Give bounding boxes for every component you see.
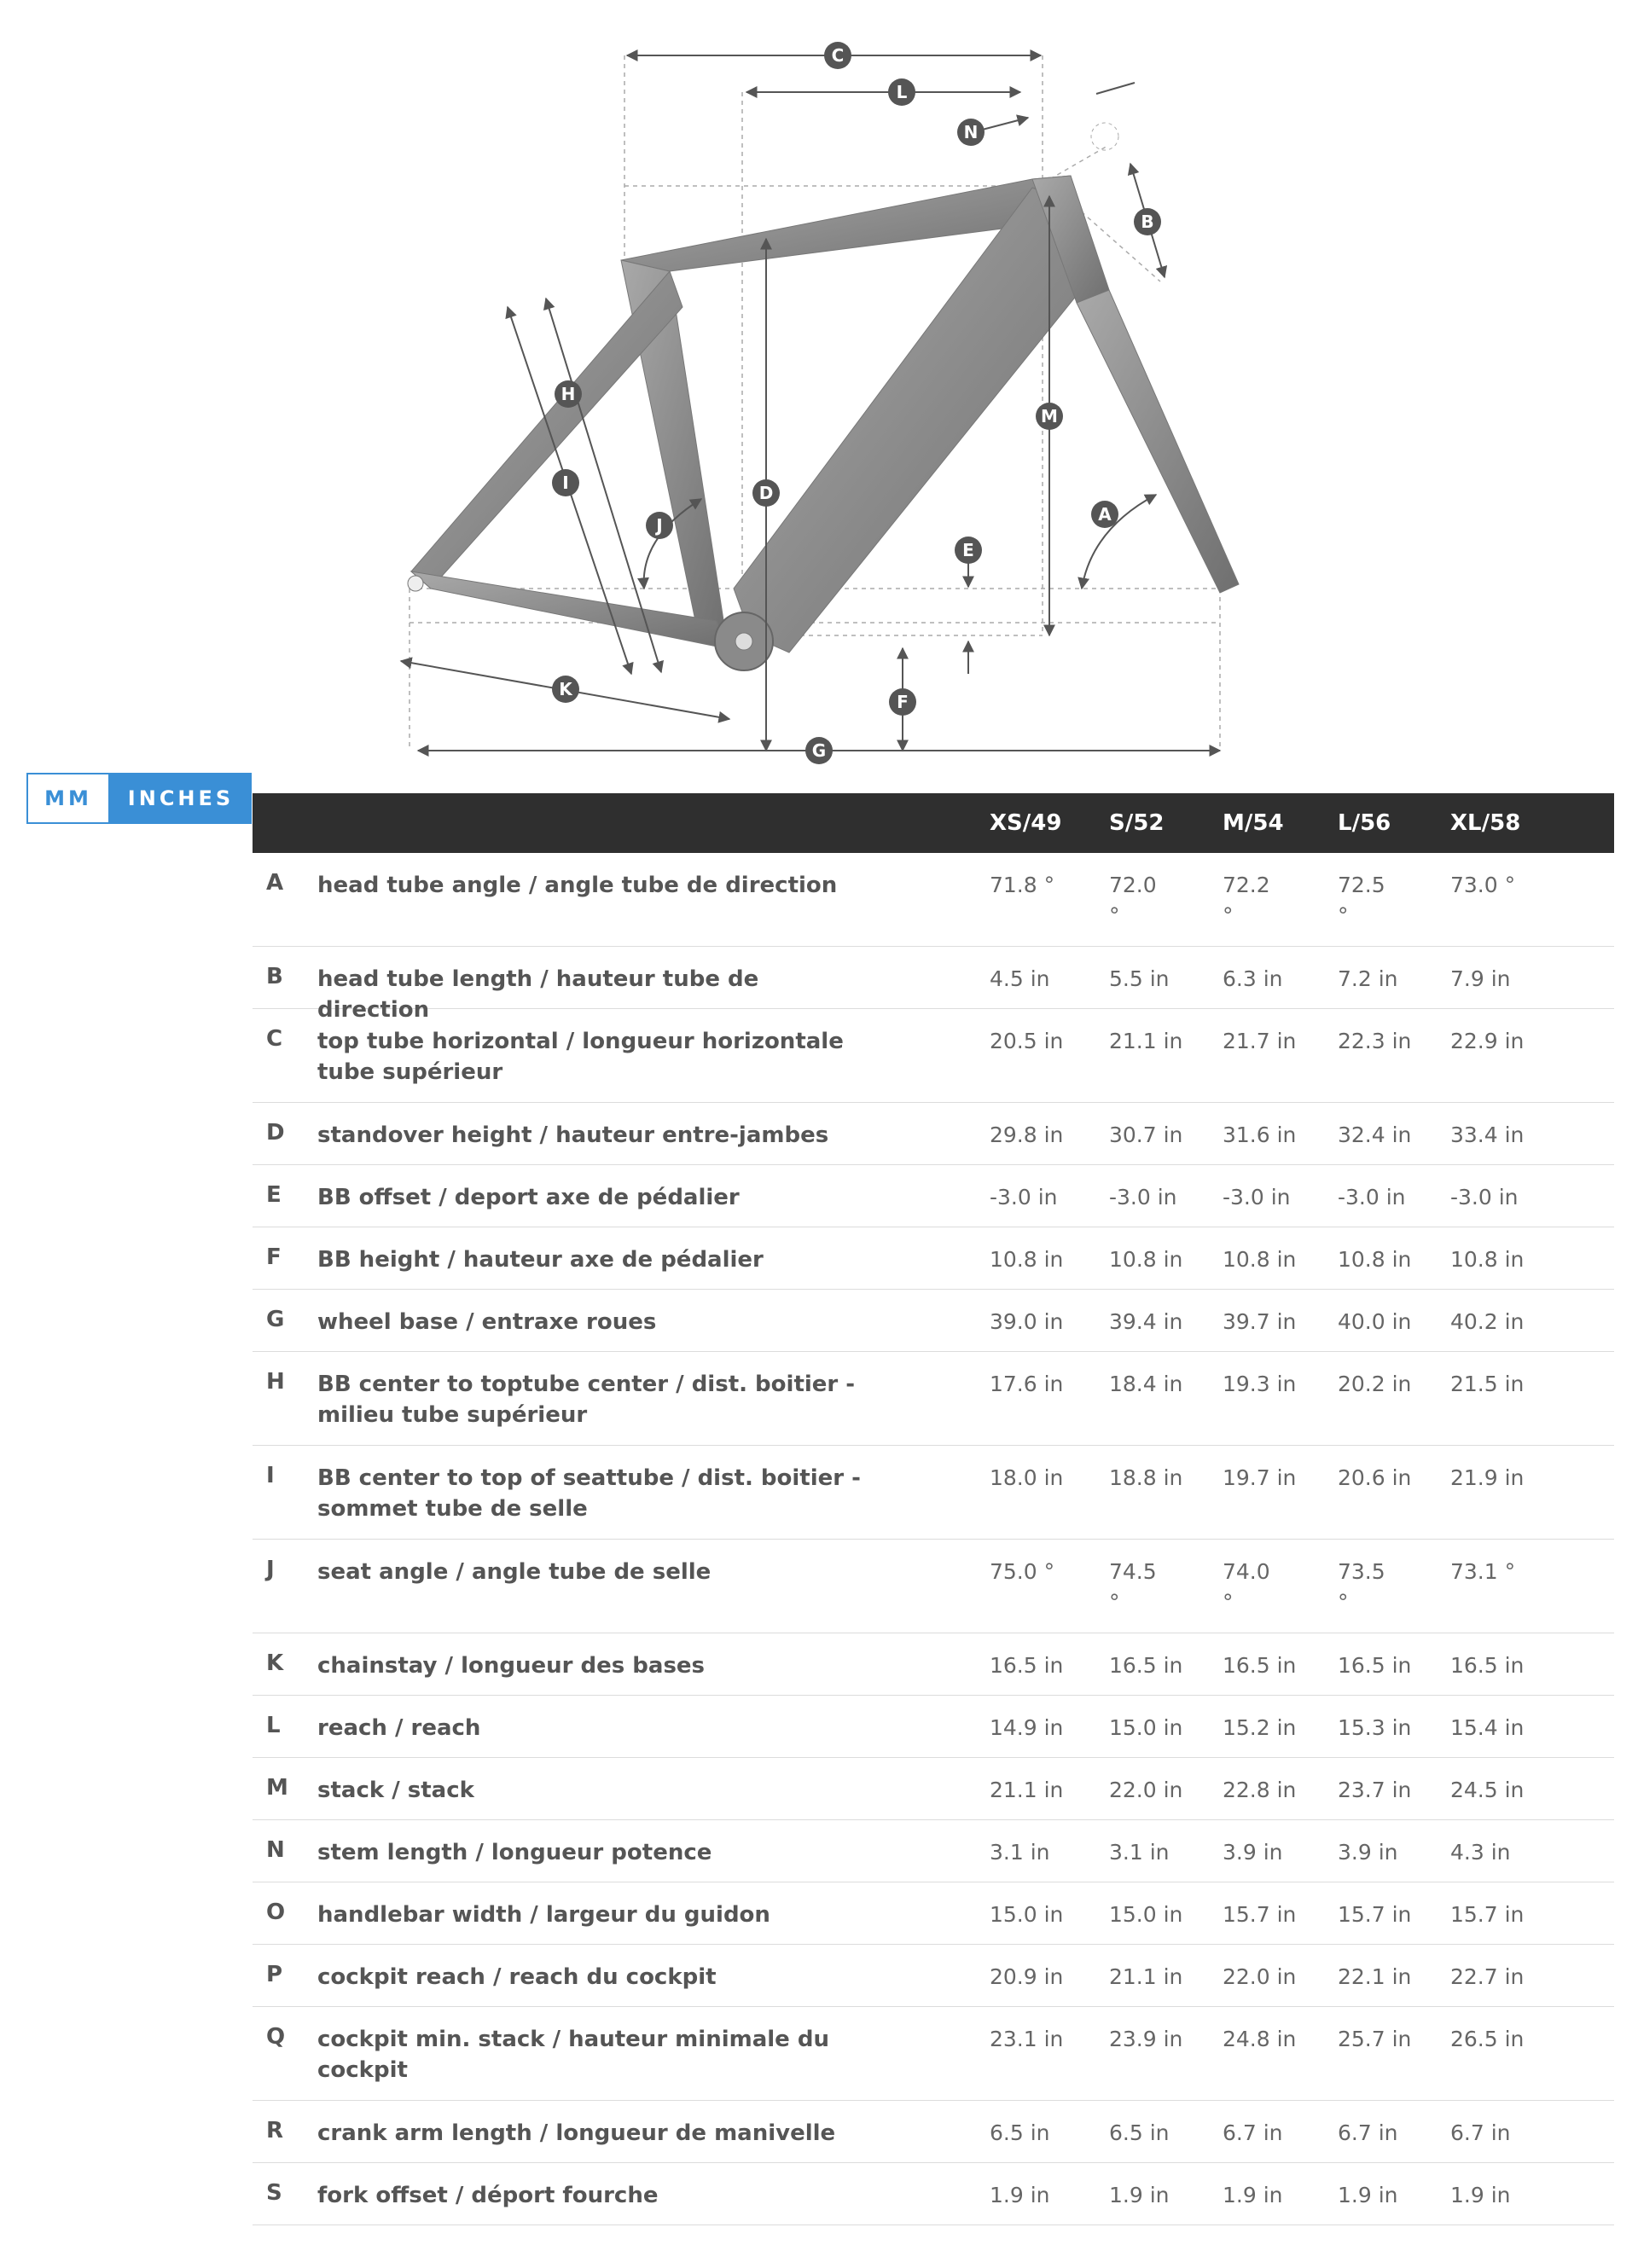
row-value: 10.8 in (1450, 1247, 1525, 1272)
row-value: 10.8 in (990, 1247, 1064, 1272)
row-value: 24.8 in (1223, 2027, 1297, 2051)
row-value: 39.4 in (1109, 1309, 1183, 1334)
row-value: 16.5 in (990, 1653, 1064, 1678)
unit-toggle (26, 773, 252, 827)
svg-text:D: D (758, 483, 774, 503)
row-label: stack / stack (317, 1778, 474, 1803)
svg-text:L: L (896, 82, 908, 102)
row-letter: B (266, 964, 283, 989)
row-value: 1.9 in (1338, 2183, 1398, 2207)
svg-text:I: I (562, 473, 569, 493)
marker-n (957, 119, 985, 146)
marker-i (552, 469, 579, 496)
row-value: -3.0 in (1109, 1185, 1177, 1209)
bike-geometry-diagram (0, 0, 1638, 768)
marker-f (889, 688, 916, 716)
row-value: 15.7 in (1223, 1902, 1297, 1927)
row-value: 10.8 in (1109, 1247, 1183, 1272)
row-value: 22.8 in (1223, 1778, 1297, 1802)
row-label: BB center to toptube center / dist. boitier - milieu tube supérieur (317, 1372, 856, 1428)
marker-a (1091, 501, 1118, 528)
row-letter: I (266, 1463, 275, 1488)
svg-text:E: E (962, 540, 974, 560)
row-value: 6.7 in (1450, 2120, 1511, 2145)
row-letter: N (266, 1837, 285, 1863)
row-value: 22.3 in (1338, 1029, 1412, 1053)
row-value: 19.7 in (1223, 1465, 1297, 1490)
row-value: 21.1 in (1109, 1029, 1183, 1053)
row-value: 74.5 ° (1109, 1559, 1157, 1615)
row-letter: L (266, 1713, 281, 1738)
row-letter: P (266, 1962, 283, 1987)
inches-button[interactable]: INCHES (110, 773, 252, 824)
row-label: cockpit min. stack / hauteur minimale du cockpit (317, 2027, 829, 2083)
svg-text:M: M (1041, 406, 1058, 426)
svg-text:B: B (1141, 212, 1154, 232)
row-value: 40.2 in (1450, 1309, 1525, 1334)
row-value: 22.7 in (1450, 1964, 1525, 1989)
row-label: BB center to top of seattube / dist. boitier - sommet tube de selle (317, 1465, 861, 1522)
row-value: 21.9 in (1450, 1465, 1525, 1490)
column-header-m: M/54 (1223, 810, 1284, 836)
row-value: 40.0 in (1338, 1309, 1412, 1334)
row-value: 15.0 in (990, 1902, 1064, 1927)
row-letter: S (266, 2180, 282, 2206)
row-value: 74.0 ° (1223, 1559, 1270, 1615)
row-label: reach / reach (317, 1715, 481, 1741)
column-header-l: L/56 (1338, 810, 1391, 836)
rear-dropout (408, 576, 423, 591)
row-letter: F (266, 1244, 282, 1270)
table-row (253, 1696, 1614, 1758)
row-value: 15.0 in (1109, 1902, 1183, 1927)
row-value: 18.8 in (1109, 1465, 1183, 1490)
row-value: 1.9 in (1109, 2183, 1170, 2207)
table-row (253, 1540, 1614, 1633)
dimension-arrows (401, 55, 1220, 751)
row-value: 23.9 in (1109, 2027, 1183, 2051)
row-value: 22.0 in (1223, 1964, 1297, 1989)
row-value: -3.0 in (1338, 1185, 1406, 1209)
marker-e (955, 537, 982, 564)
row-label: crank arm length / longueur de manivelle (317, 2120, 836, 2146)
svg-text:J: J (656, 515, 663, 536)
column-header-xs: XS/49 (990, 810, 1062, 836)
svg-text:G: G (811, 740, 827, 761)
row-value: 16.5 in (1450, 1653, 1525, 1678)
row-value: 19.3 in (1223, 1372, 1297, 1396)
row-value: 7.9 in (1450, 966, 1511, 991)
row-value: 3.1 in (1109, 1840, 1170, 1865)
table-row (253, 1633, 1614, 1696)
column-header-xl: XL/58 (1450, 810, 1521, 836)
row-value: 73.0 ° (1450, 873, 1516, 897)
row-value: 72.0 ° (1109, 873, 1157, 928)
table-row (253, 1165, 1614, 1227)
row-label: head tube length / hauteur tube de direction (317, 966, 759, 1023)
table-row (253, 2163, 1614, 2225)
marker-c (824, 42, 851, 69)
row-letter: R (266, 2118, 284, 2143)
table-row (253, 1758, 1614, 1820)
row-value: 72.2 ° (1223, 873, 1270, 928)
row-letter: K (266, 1650, 284, 1676)
row-value: 15.7 in (1450, 1902, 1525, 1927)
row-letter: A (266, 870, 284, 896)
row-value: 18.0 in (990, 1465, 1064, 1490)
svg-text:N: N (963, 122, 979, 142)
row-value: 20.5 in (990, 1029, 1064, 1053)
reference-lines (410, 55, 1220, 751)
row-value: 20.2 in (1338, 1372, 1412, 1396)
table-row (253, 1882, 1614, 1945)
row-label: seat angle / angle tube de selle (317, 1559, 712, 1585)
table-row (253, 1446, 1614, 1540)
row-value: 1.9 in (990, 2183, 1050, 2207)
row-value: 33.4 in (1450, 1122, 1525, 1147)
row-value: 6.3 in (1223, 966, 1283, 991)
row-label: BB height / hauteur axe de pédalier (317, 1247, 764, 1273)
row-letter: Q (266, 2024, 286, 2050)
table-row (253, 2101, 1614, 2163)
row-value: -3.0 in (990, 1185, 1058, 1209)
row-value: 3.1 in (990, 1840, 1050, 1865)
row-label: handlebar width / largeur du guidon (317, 1902, 770, 1928)
row-value: 14.9 in (990, 1715, 1064, 1740)
row-letter: H (266, 1369, 285, 1395)
table-body (253, 853, 1614, 2225)
row-letter: J (266, 1557, 275, 1582)
row-value: 26.5 in (1450, 2027, 1525, 2051)
row-value: 20.6 in (1338, 1465, 1412, 1490)
row-value: 21.1 in (990, 1778, 1064, 1802)
row-value: 24.5 in (1450, 1778, 1525, 1802)
row-value: 75.0 ° (990, 1559, 1055, 1584)
marker-j (646, 512, 673, 539)
row-value: 1.9 in (1450, 2183, 1511, 2207)
row-label: stem length / longueur potence (317, 1840, 712, 1865)
row-label: standover height / hauteur entre-jambes (317, 1122, 829, 1148)
row-label: BB offset / deport axe de pédalier (317, 1185, 740, 1210)
row-value: 3.9 in (1223, 1840, 1283, 1865)
marker-h (555, 380, 582, 408)
row-value: 17.6 in (990, 1372, 1064, 1396)
row-label: top tube horizontal / longueur horizontale tube supérieur (317, 1029, 844, 1085)
row-value: 39.0 in (990, 1309, 1064, 1334)
svg-text:F: F (897, 692, 909, 712)
row-label: cockpit reach / reach du cockpit (317, 1964, 717, 1990)
row-value: 23.7 in (1338, 1778, 1412, 1802)
table-row (253, 1103, 1614, 1165)
row-letter: E (266, 1182, 282, 1208)
table-row (253, 853, 1614, 947)
table-header (253, 793, 1614, 853)
table-row (253, 1945, 1614, 2007)
row-value: 32.4 in (1338, 1122, 1412, 1147)
row-label: chainstay / longueur des bases (317, 1653, 706, 1679)
svg-text:H: H (561, 384, 576, 404)
table-row (253, 1227, 1614, 1290)
marker-g (805, 737, 833, 764)
row-value: 72.5 ° (1338, 873, 1385, 928)
svg-text:A: A (1098, 504, 1112, 525)
row-value: 20.9 in (990, 1964, 1064, 1989)
row-value: 22.9 in (1450, 1029, 1525, 1053)
table-row (253, 1290, 1614, 1352)
row-value: 16.5 in (1338, 1653, 1412, 1678)
row-value: 10.8 in (1223, 1247, 1297, 1272)
row-value: 73.1 ° (1450, 1559, 1516, 1584)
row-value: 15.3 in (1338, 1715, 1412, 1740)
table-row (253, 1352, 1614, 1446)
row-value: 25.7 in (1338, 2027, 1412, 2051)
row-value: 6.5 in (1109, 2120, 1170, 2145)
row-value: 6.7 in (1338, 2120, 1398, 2145)
row-value: 16.5 in (1109, 1653, 1183, 1678)
row-value: -3.0 in (1450, 1185, 1519, 1209)
row-label: head tube angle / angle tube de direction (317, 873, 838, 898)
row-letter: O (266, 1900, 286, 1925)
row-value: 4.5 in (990, 966, 1050, 991)
row-value: 31.6 in (1223, 1122, 1297, 1147)
row-letter: C (266, 1026, 283, 1052)
table-row (253, 1820, 1614, 1882)
row-value: 29.8 in (990, 1122, 1064, 1147)
geometry-table (253, 793, 1614, 2225)
table-row (253, 2007, 1614, 2101)
row-value: 22.0 in (1109, 1778, 1183, 1802)
row-value: 3.9 in (1338, 1840, 1398, 1865)
row-label: wheel base / entraxe roues (317, 1309, 657, 1335)
marker-m (1036, 403, 1063, 430)
mm-button[interactable]: MM (26, 773, 110, 824)
row-value: 22.1 in (1338, 1964, 1412, 1989)
row-value: 39.7 in (1223, 1309, 1297, 1334)
row-value: 15.7 in (1338, 1902, 1412, 1927)
dimension-markers (552, 42, 1161, 764)
row-value: 30.7 in (1109, 1122, 1183, 1147)
row-value: 4.3 in (1450, 1840, 1511, 1865)
table-row (253, 947, 1614, 1023)
row-letter: G (266, 1307, 285, 1332)
row-value: 16.5 in (1223, 1653, 1297, 1678)
row-value: 1.9 in (1223, 2183, 1283, 2207)
marker-l (888, 78, 915, 106)
row-value: 23.1 in (990, 2027, 1064, 2051)
row-value: 73.5 ° (1338, 1559, 1385, 1615)
column-header-s: S/52 (1109, 810, 1165, 836)
row-label: fork offset / déport fourche (317, 2183, 659, 2208)
marker-k (552, 676, 579, 703)
row-value: 15.2 in (1223, 1715, 1297, 1740)
row-value: 7.2 in (1338, 966, 1398, 991)
row-value: -3.0 in (1223, 1185, 1291, 1209)
table-row (253, 1009, 1614, 1103)
row-letter: D (266, 1120, 285, 1146)
row-value: 15.4 in (1450, 1715, 1525, 1740)
row-value: 6.7 in (1223, 2120, 1283, 2145)
marker-b (1134, 208, 1161, 235)
svg-text:K: K (559, 679, 572, 699)
marker-d (752, 479, 780, 507)
row-value: 10.8 in (1338, 1247, 1412, 1272)
row-value: 15.0 in (1109, 1715, 1183, 1740)
bike-frame (411, 176, 1239, 653)
row-letter: M (266, 1775, 288, 1801)
row-value: 21.7 in (1223, 1029, 1297, 1053)
svg-text:C: C (831, 45, 845, 66)
row-value: 18.4 in (1109, 1372, 1183, 1396)
row-value: 71.8 ° (990, 873, 1055, 897)
row-value: 21.1 in (1109, 1964, 1183, 1989)
row-value: 6.5 in (990, 2120, 1050, 2145)
row-value: 5.5 in (1109, 966, 1170, 991)
row-value: 21.5 in (1450, 1372, 1525, 1396)
